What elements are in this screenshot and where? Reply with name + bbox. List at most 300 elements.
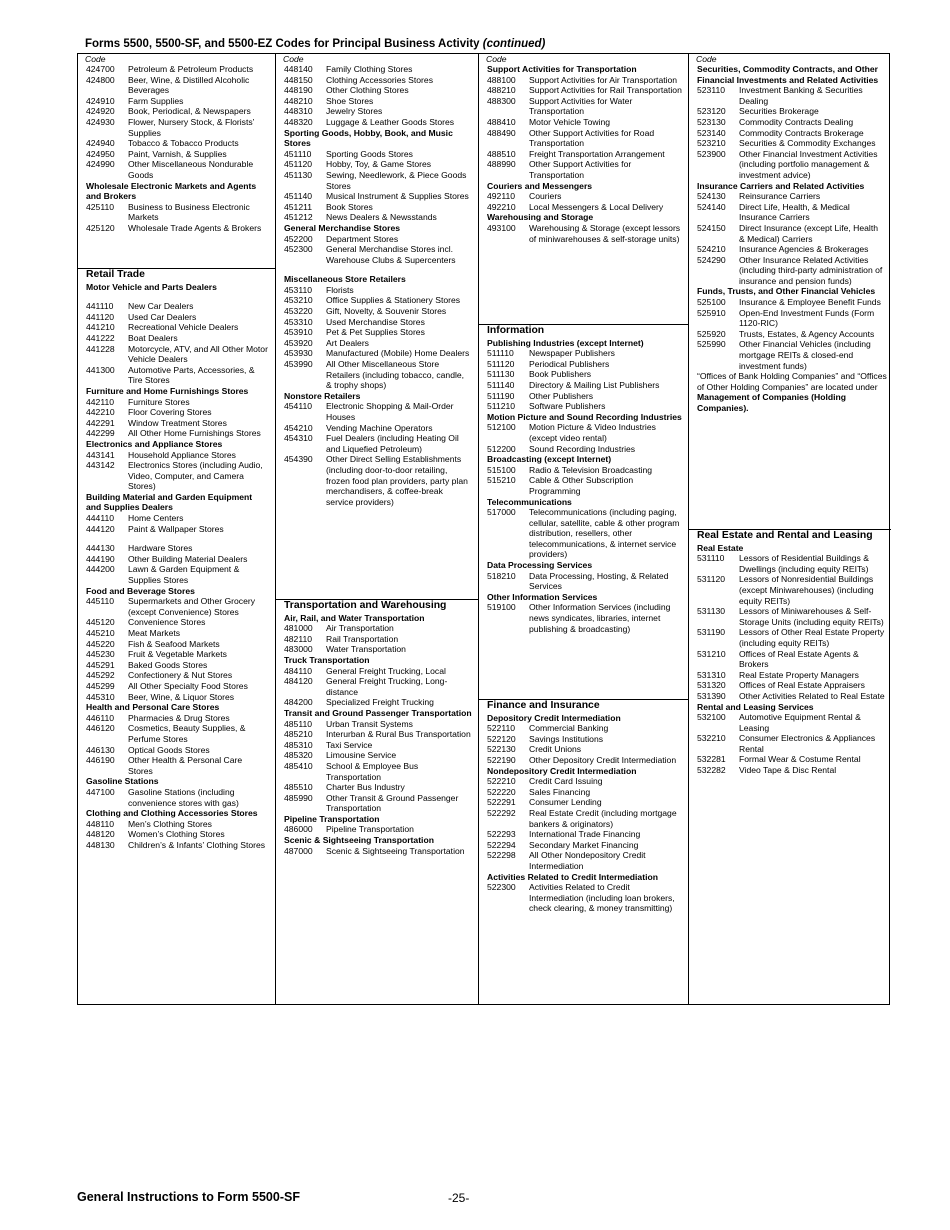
entry-description: Trusts, Estates, & Agency Accounts <box>739 328 875 339</box>
entry-description: Floor Covering Stores <box>128 407 212 418</box>
entry-description: Sales Financing <box>529 786 591 797</box>
entry-description: Specialized Freight Trucking <box>326 697 434 708</box>
entry-description: Offices of Real Estate Agents & Brokers <box>739 648 859 670</box>
entry-description: Commodity Contracts Brokerage <box>739 127 864 138</box>
code-entry <box>689 691 891 702</box>
code-entry <box>479 808 688 829</box>
code-entry <box>276 191 478 202</box>
code-column <box>478 54 688 1004</box>
code-entry <box>479 840 688 851</box>
entry-description: Hobby, Toy, & Game Stores <box>326 159 432 170</box>
entry-description: Offices of Real Estate Appraisers <box>739 680 865 691</box>
entry-description: Taxi Service <box>326 739 373 750</box>
entry-description: Family Clothing Stores <box>326 64 413 74</box>
code-column <box>688 54 891 1004</box>
category-heading: General Merchandise Stores <box>284 222 401 233</box>
entry-description: Other Support Activities for Transportation <box>529 159 632 180</box>
code-entry <box>689 649 891 670</box>
entry-code: 454390 <box>284 454 313 465</box>
entry-code: 524140 <box>697 201 726 212</box>
entry-code: 522293 <box>487 829 516 840</box>
code-entry <box>479 850 688 871</box>
code-entry <box>78 543 275 554</box>
entry-description: Software Publishers <box>529 401 606 412</box>
entry-description: Vending Machine Operators <box>326 422 433 433</box>
entry-code: 452300 <box>284 244 313 255</box>
category-heading: Food and Beverage Stores <box>86 585 195 596</box>
code-entry <box>479 380 688 391</box>
entry-code: 441210 <box>86 322 115 333</box>
entry-description: Other Insurance Related Activities (including third-party administration of insurance and pension funds) <box>739 254 883 286</box>
entry-description: Real Estate Credit (including mortgage bankers & originators) <box>529 807 677 829</box>
category-heading: Air, Rail, and Water Transportation <box>284 612 425 623</box>
entry-code: 525100 <box>697 297 726 308</box>
code-entry <box>78 428 275 439</box>
entry-description: Other Information Services (including news syndicates, libraries, internet publishing & broadcasting) <box>529 602 671 634</box>
entry-code: 448310 <box>284 106 313 117</box>
entry-code: 482110 <box>284 633 313 644</box>
code-entry <box>479 96 688 117</box>
code-entry <box>479 159 688 180</box>
entry-code: 424940 <box>86 138 115 149</box>
code-entry <box>479 475 688 496</box>
code-block <box>479 325 688 634</box>
entry-description: Lessors of Nonresidential Buildings (except Miniwarehouses) (including equity REITs) <box>739 574 874 606</box>
code-entry <box>78 649 275 660</box>
entry-code: 532210 <box>697 733 726 744</box>
category-heading: Insurance Carriers and Related Activities <box>697 180 865 191</box>
entry-description: Children’s & Infants’ Clothing Stores <box>128 839 266 850</box>
entry-code: 524130 <box>697 191 726 202</box>
code-entry <box>276 170 478 191</box>
entry-description: Scenic & Sightseeing Transportation <box>326 845 465 856</box>
code-entry <box>78 660 275 671</box>
code-entry <box>78 617 275 628</box>
code-entry <box>276 846 478 857</box>
page-title-continued: (continued) <box>482 38 546 50</box>
code-entry <box>78 149 275 160</box>
category-heading: Transit and Ground Passenger Transportation <box>284 707 472 718</box>
entry-description: Video Tape & Disc Rental <box>739 765 837 776</box>
spacer <box>78 534 275 543</box>
entry-description: Furniture Stores <box>128 396 190 407</box>
entry-description: Beer, Wine, & Distilled Alcoholic Beverages <box>128 74 250 96</box>
code-entry <box>276 338 478 349</box>
code-block <box>78 269 275 850</box>
entry-description: Sewing, Needlework, & Piece Goods Stores <box>326 169 467 191</box>
entry-code: 523140 <box>697 127 726 138</box>
page-title-main: Forms 5500, 5500-SF, and 5500-EZ Codes for Principal Business Activity <box>85 38 480 50</box>
entry-description: Commercial Banking <box>529 723 609 734</box>
entry-code: 532100 <box>697 712 726 723</box>
entry-description: Savings Institutions <box>529 733 604 744</box>
entry-description: Air Transportation <box>326 623 394 634</box>
entry-description: Direct Life, Health, & Medical Insurance Carriers <box>739 201 850 223</box>
code-entry <box>479 723 688 734</box>
entry-description: General Freight Trucking, Local <box>326 665 446 676</box>
code-entry <box>689 117 891 128</box>
entry-description: Automotive Parts, Accessories, & Tire Stores <box>128 364 255 386</box>
entry-code: 424930 <box>86 116 115 127</box>
entry-description: Fruit & Vegetable Markets <box>128 649 227 660</box>
entry-description: Open-End Investment Funds (Form 1120-RIC) <box>739 307 875 329</box>
code-entry <box>479 75 688 86</box>
entry-description: Pet & Pet Supplies Stores <box>326 327 425 338</box>
code-column-header: Code <box>486 54 507 64</box>
entry-description: Automotive Equipment Rental & Leasing <box>739 712 861 733</box>
code-entry <box>479 191 688 202</box>
code-entry <box>689 138 891 149</box>
entry-description: Fish & Seafood Markets <box>128 638 220 649</box>
code-entry <box>78 75 275 96</box>
entry-code: 485320 <box>284 750 313 761</box>
entry-description: Secondary Market Financing <box>529 839 639 850</box>
entry-description: Book, Periodical, & Newspapers <box>128 106 251 117</box>
entry-code: 448150 <box>284 74 313 85</box>
code-entry <box>479 797 688 808</box>
entry-description: General Merchandise Stores incl. Warehouse Clubs & Supercenters <box>326 244 456 265</box>
entry-code: 441228 <box>86 343 115 354</box>
category-heading: Data Processing Services <box>487 560 593 571</box>
code-entry <box>479 444 688 455</box>
entry-description: Support Activities for Water Transportation <box>529 95 633 117</box>
entry-code: 445292 <box>86 670 115 681</box>
entry-code: 448110 <box>86 818 115 829</box>
entry-code: 487000 <box>284 845 313 856</box>
code-entry <box>689 670 891 681</box>
entry-code: 523210 <box>697 138 726 149</box>
entry-description: Support Activities for Air Transportation <box>529 74 678 85</box>
entry-code: 448210 <box>284 95 313 106</box>
category-heading: Real Estate <box>697 542 744 553</box>
entry-description: Data Processing, Hosting, & Related Services <box>529 570 669 592</box>
category-heading: Pipeline Transportation <box>284 813 380 824</box>
code-entry <box>276 117 478 128</box>
code-entry <box>689 297 891 308</box>
category-heading: Nondepository Credit Intermediation <box>487 765 637 776</box>
entry-code: 517000 <box>487 507 516 518</box>
entry-description: Securities & Commodity Exchanges <box>739 138 876 149</box>
entry-description: Other Transit & Ground Passenger Transportation <box>326 792 459 814</box>
entry-code: 531390 <box>697 690 726 701</box>
section-heading: Information <box>487 325 545 336</box>
code-column <box>78 54 275 1004</box>
entry-description: Flower, Nursery Stock, & Florists’ Supplies <box>128 116 255 138</box>
entry-code: 484120 <box>284 676 313 687</box>
entry-code: 512200 <box>487 443 516 454</box>
entry-description: Supermarkets and Other Grocery (except Convenience) Stores <box>128 596 256 617</box>
entry-code: 512100 <box>487 422 516 433</box>
entry-code: 531310 <box>697 669 726 680</box>
code-entry <box>78 755 275 776</box>
entry-description: Other Miscellaneous Nondurable Goods <box>128 159 254 180</box>
entry-description: Recreational Vehicle Dealers <box>128 322 239 333</box>
code-entry <box>689 574 891 606</box>
entry-description: Petroleum & Petroleum Products <box>128 64 254 74</box>
code-entry <box>689 765 891 776</box>
entry-code: 453920 <box>284 337 313 348</box>
entry-code: 443141 <box>86 449 115 460</box>
entry-code: 532281 <box>697 754 726 765</box>
entry-code: 445230 <box>86 649 115 660</box>
code-entry <box>479 359 688 370</box>
entry-description: School & Employee Bus Transportation <box>326 760 419 782</box>
code-entry <box>276 623 478 634</box>
code-entry <box>276 85 478 96</box>
entry-description: Urban Transit Systems <box>326 718 413 729</box>
entry-code: 485990 <box>284 792 313 803</box>
entry-code: 451110 <box>284 148 312 159</box>
code-entry <box>479 787 688 798</box>
code-entry <box>276 433 478 454</box>
entry-code: 447100 <box>86 786 115 797</box>
code-entry <box>78 202 275 223</box>
category-heading: Support Activities for Transportation <box>487 64 637 74</box>
code-entry <box>276 401 478 422</box>
code-block <box>276 600 478 856</box>
section-heading: Retail Trade <box>86 269 145 280</box>
code-entry <box>689 255 891 287</box>
entry-code: 453110 <box>284 284 313 295</box>
entry-code: 451211 <box>284 201 313 212</box>
code-entry <box>479 602 688 634</box>
code-entry <box>78 333 275 344</box>
category-heading: Other Information Services <box>487 591 598 602</box>
category-heading: Gasoline Stations <box>86 776 159 787</box>
entry-description: Lessors of Miniwarehouses & Self-Storage Units (including equity REITs) <box>739 606 884 627</box>
entry-code: 445291 <box>86 659 115 670</box>
code-entry <box>479 755 688 766</box>
spacer <box>276 265 478 274</box>
code-entry <box>78 681 275 692</box>
entry-code: 445310 <box>86 691 115 702</box>
category-heading: Nonstore Retailers <box>284 390 361 401</box>
code-entry <box>479 401 688 412</box>
code-column-header: Code <box>283 54 304 64</box>
entry-description: Used Car Dealers <box>128 311 197 322</box>
entry-code: 444120 <box>86 523 115 534</box>
code-entry <box>276 793 478 814</box>
entry-description: Couriers <box>529 191 562 202</box>
entry-description: Other Building Material Dealers <box>128 553 248 564</box>
entry-code: 446110 <box>86 712 115 723</box>
entry-code: 441120 <box>86 311 115 322</box>
code-entry <box>276 729 478 740</box>
code-entry <box>78 138 275 149</box>
entry-code: 522110 <box>487 723 516 734</box>
entry-description: Other Financial Vehicles (including mortgage REITs & closed-end investment funds) <box>739 339 871 371</box>
entry-code: 524210 <box>697 244 726 255</box>
entry-description: Cable & Other Subscription Programming <box>529 475 634 496</box>
entry-description: Newspaper Publishers <box>529 348 615 359</box>
code-entry <box>479 776 688 787</box>
entry-code: 454110 <box>284 401 313 412</box>
code-column <box>275 54 478 1004</box>
code-entry <box>78 407 275 418</box>
entry-code: 522190 <box>487 754 516 765</box>
code-entry <box>276 234 478 245</box>
code-entry <box>479 128 688 149</box>
entry-description: Window Treatment Stores <box>128 417 227 428</box>
entry-description: Optical Goods Stores <box>128 744 210 755</box>
entry-description: Motor Vehicle Towing <box>529 116 611 127</box>
entry-description: Warehousing & Storage (except lessors of miniwarehouses & self-storage units) <box>529 222 681 244</box>
entry-code: 531130 <box>697 606 726 617</box>
entry-description: New Car Dealers <box>128 301 194 312</box>
code-entry <box>78 223 275 234</box>
entry-description: Convenience Stores <box>128 617 206 628</box>
code-entry <box>276 423 478 434</box>
entry-description: Investment Banking & Securities Dealing <box>739 85 863 106</box>
code-entry <box>479 369 688 380</box>
code-entry <box>276 64 478 75</box>
code-entry <box>479 882 688 914</box>
code-entry <box>78 829 275 840</box>
code-entry <box>479 734 688 745</box>
entry-description: Boat Dealers <box>128 332 178 343</box>
entry-description: Gasoline Stations (including convenience stores with gas) <box>128 786 239 808</box>
code-entry <box>78 554 275 565</box>
code-entry <box>276 454 478 507</box>
code-entry <box>276 676 478 697</box>
entry-description: Lawn & Garden Equipment & Supplies Stores <box>128 564 240 586</box>
code-block <box>479 64 688 244</box>
entry-code: 532282 <box>697 765 726 776</box>
entry-code: 511110 <box>487 348 514 359</box>
entry-description: Lessors of Residential Buildings & Dwellings (including equity REITs) <box>739 553 869 574</box>
code-entry <box>78 639 275 650</box>
code-entry <box>78 397 275 408</box>
code-entry <box>479 348 688 359</box>
category-heading: Furniture and Home Furnishings Stores <box>86 385 249 396</box>
code-entry <box>78 513 275 524</box>
code-entry <box>78 301 275 312</box>
entry-description: Men’s Clothing Stores <box>128 818 212 829</box>
entry-code: 454210 <box>284 422 313 433</box>
entry-code: 441300 <box>86 364 115 375</box>
code-entry <box>276 750 478 761</box>
code-entry <box>479 465 688 476</box>
entry-description: General Freight Trucking, Long-distance <box>326 676 448 697</box>
entry-code: 522300 <box>487 882 516 893</box>
entry-description: Used Merchandise Stores <box>326 316 425 327</box>
code-entry <box>78 450 275 461</box>
entry-code: 493100 <box>487 222 516 233</box>
code-entry <box>78 840 275 851</box>
category-heading: Couriers and Messengers <box>487 180 593 191</box>
entry-description: Insurance & Employee Benefit Funds <box>739 297 881 308</box>
category-heading: Telecommunications <box>487 496 572 507</box>
category-heading: Broadcasting (except Internet) <box>487 454 612 465</box>
entry-description: All Other Nondepository Credit Intermediation <box>529 850 646 871</box>
code-entry <box>689 553 891 574</box>
entry-description: Radio & Television Broadcasting <box>529 464 653 475</box>
entry-code: 448130 <box>86 839 115 850</box>
entry-code: 451212 <box>284 212 313 223</box>
category-heading: Securities, Commodity Contracts, and Other Financial Investments and Related Activities <box>697 64 879 85</box>
entry-code: 524150 <box>697 222 726 233</box>
entry-code: 511190 <box>487 390 515 401</box>
code-entry <box>479 223 688 244</box>
entry-code: 446190 <box>86 755 115 766</box>
entry-code: 525990 <box>697 339 726 350</box>
code-entry <box>689 128 891 139</box>
category-heading: Depository Credit Intermediation <box>487 712 621 723</box>
entry-description: Hardware Stores <box>128 543 193 554</box>
holding-companies-note <box>689 371 891 413</box>
code-entry <box>479 422 688 443</box>
entry-description: Art Dealers <box>326 337 369 348</box>
code-entry <box>276 317 478 328</box>
code-entry <box>479 829 688 840</box>
code-entry <box>276 244 478 265</box>
entry-description: Real Estate Property Managers <box>739 669 859 680</box>
entry-description: Other Financial Investment Activities (including portfolio management & investment advice) <box>739 148 878 180</box>
code-entry <box>689 329 891 340</box>
code-entry <box>276 96 478 107</box>
entry-description: Credit Unions <box>529 744 582 755</box>
code-entry <box>276 761 478 782</box>
entry-code: 485110 <box>284 718 313 729</box>
entry-code: 454310 <box>284 433 313 444</box>
entry-code: 485310 <box>284 739 313 750</box>
entry-code: 531190 <box>697 627 726 638</box>
entry-description: Office Supplies & Stationery Stores <box>326 295 461 306</box>
entry-description: Local Messengers & Local Delivery <box>529 201 664 212</box>
entry-code: 484110 <box>284 665 313 676</box>
code-entry <box>78 524 275 535</box>
code-entry <box>276 359 478 391</box>
category-heading: Wholesale Electronic Markets and Agents and Brokers <box>86 180 257 202</box>
section-heading: Transportation and Warehousing <box>284 600 447 611</box>
business-codes-table <box>77 53 890 1005</box>
entry-code: 531120 <box>697 574 726 585</box>
entry-description: Formal Wear & Costume Rental <box>739 754 861 765</box>
category-heading: Electronics and Appliance Stores <box>86 438 223 449</box>
code-column-header: Code <box>696 54 717 64</box>
entry-code: 444110 <box>86 513 115 524</box>
footer-page-number: -25- <box>448 1191 470 1205</box>
entry-code: 518210 <box>487 570 516 581</box>
entry-code: 442299 <box>86 428 115 439</box>
entry-code: 488210 <box>487 85 516 96</box>
code-entry <box>276 697 478 708</box>
entry-description: Rail Transportation <box>326 633 399 644</box>
entry-description: Luggage & Leather Goods Stores <box>326 116 455 127</box>
code-entry <box>276 719 478 730</box>
code-entry <box>479 202 688 213</box>
entry-code: 522120 <box>487 733 516 744</box>
code-entry <box>479 744 688 755</box>
entry-code: 445220 <box>86 638 115 649</box>
code-entry <box>276 634 478 645</box>
code-entry <box>689 149 891 181</box>
code-entry <box>276 740 478 751</box>
code-column-header: Code <box>85 54 106 64</box>
code-block <box>479 700 688 914</box>
entry-code: 488510 <box>487 148 516 159</box>
category-heading: Scenic & Sightseeing Transportation <box>284 835 434 846</box>
code-entry <box>78 692 275 703</box>
entry-code: 448120 <box>86 829 115 840</box>
code-entry <box>78 628 275 639</box>
entry-code: 488100 <box>487 74 516 85</box>
entry-description: Wholesale Trade Agents & Brokers <box>128 222 262 233</box>
entry-description: Other Support Activities for Road Transportation <box>529 127 655 149</box>
code-entry <box>276 149 478 160</box>
entry-code: 525910 <box>697 307 726 318</box>
entry-code: 511140 <box>487 379 515 390</box>
